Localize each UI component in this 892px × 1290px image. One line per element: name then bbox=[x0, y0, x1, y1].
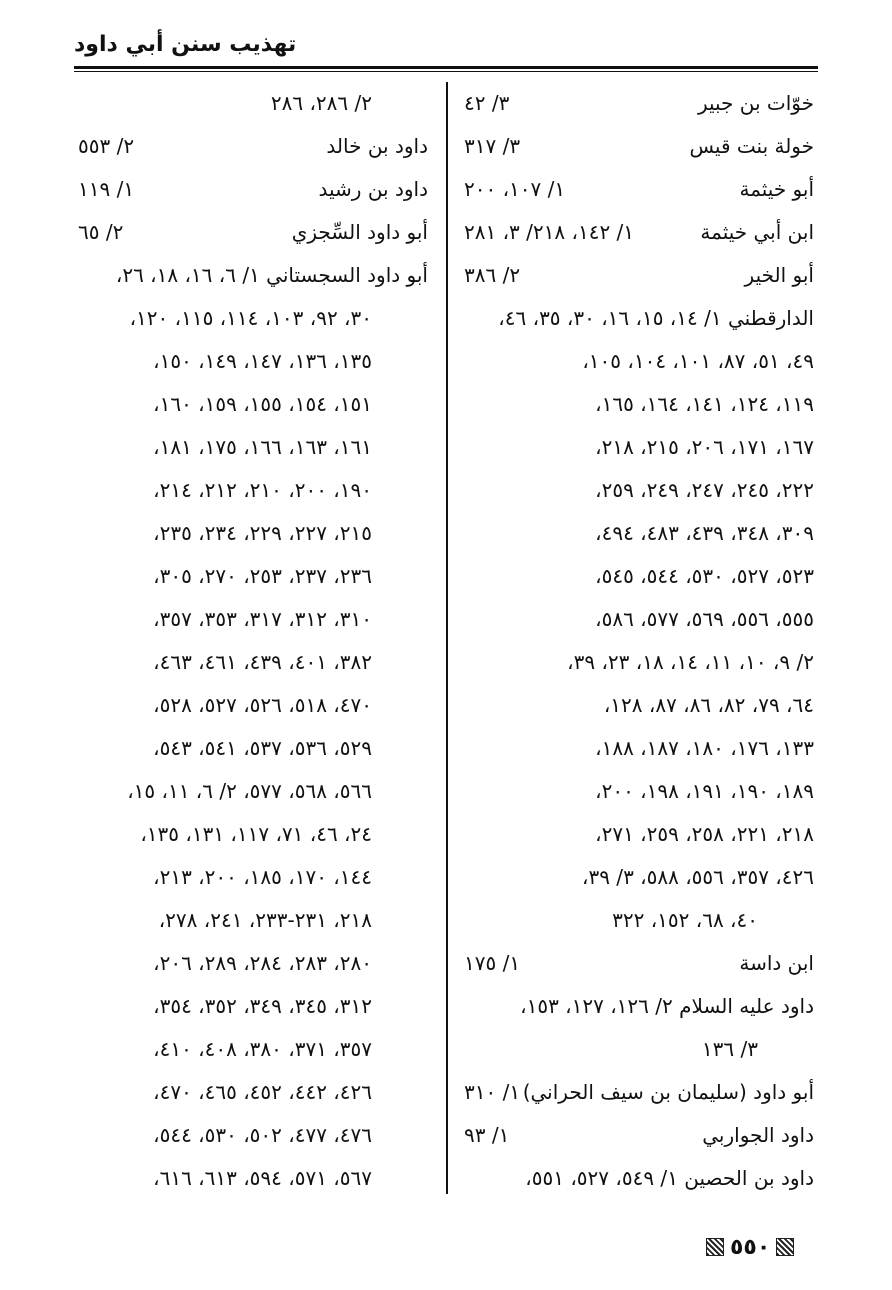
index-entry-continuation: ٤٧٦، ٤٧٧، ٥٠٢، ٥٣٠، ٥٤٤، bbox=[153, 1123, 372, 1147]
index-column-right bbox=[464, 82, 814, 1200]
index-line bbox=[78, 1114, 428, 1157]
column-divider bbox=[446, 82, 448, 1194]
index-line bbox=[464, 684, 814, 727]
index-entry-continuation: ٦٤، ٧٩، ٨٢، ٨٦، ٨٧، ١٢٨، bbox=[603, 693, 814, 717]
index-entry-continuation: ٣٠، ٩٢، ١٠٣، ١١٤، ١١٥، ١٢٠، bbox=[129, 306, 372, 330]
index-line bbox=[78, 555, 428, 598]
index-line bbox=[78, 1028, 428, 1071]
index-entry-name: أبو خيثمة bbox=[739, 177, 814, 201]
index-entry-pages: ١/ ١٧٥ bbox=[464, 951, 521, 975]
index-line bbox=[464, 426, 814, 469]
index-line bbox=[78, 1157, 428, 1200]
index-entry-continuation: ١٨٩، ١٩٠، ١٩١، ١٩٨، ٢٠٠، bbox=[595, 779, 814, 803]
index-entry-continuation: ١١٩، ١٢٤، ١٤١، ١٦٤، ١٦٥، bbox=[595, 392, 814, 416]
index-entry-text: داود عليه السلام ٢/ ١٢٦، ١٢٧، ١٥٣، bbox=[520, 994, 814, 1018]
index-entry-continuation: ١٩٠، ٢٠٠، ٢١٠، ٢١٢، ٢١٤، bbox=[153, 478, 372, 502]
index-entry-continuation: ٥٢٣، ٥٢٧، ٥٣٠، ٥٤٤، ٥٤٥، bbox=[595, 564, 814, 588]
index-entry-continuation: ١٦٧، ١٧١، ٢٠٦، ٢١٥، ٢١٨، bbox=[595, 435, 814, 459]
index-line bbox=[464, 297, 814, 340]
index-line bbox=[78, 297, 428, 340]
index-line bbox=[464, 512, 814, 555]
index-line bbox=[78, 125, 428, 168]
index-entry-continuation: ٤٢٦، ٣٥٧، ٥٥٦، ٥٨٨، ٣/ ٣٩، bbox=[582, 865, 814, 889]
index-line bbox=[464, 942, 814, 985]
index-line bbox=[464, 641, 814, 684]
index-line bbox=[464, 340, 814, 383]
index-entry-name: داود بن خالد bbox=[326, 134, 428, 158]
index-entry-continuation: ٢٢٢، ٢٤٥، ٢٤٧، ٢٤٩، ٢٥٩، bbox=[595, 478, 814, 502]
index-entry-continuation: ٢/ ٢٨٦، ٢٨٦ bbox=[270, 91, 372, 115]
index-line bbox=[464, 211, 814, 254]
index-entry-name: خولة بنت قيس bbox=[689, 134, 814, 158]
index-line bbox=[78, 383, 428, 426]
index-entry-name: خوّات بن جبير bbox=[697, 91, 814, 115]
index-entry-name: ابن أبي خيثمة bbox=[700, 220, 814, 244]
index-line bbox=[464, 856, 814, 899]
index-entry-continuation: ٣١٢، ٣٤٥، ٣٤٩، ٣٥٢، ٣٥٤، bbox=[153, 994, 372, 1018]
index-entry-continuation: ٢١٨، ٢٣١-٢٣٣، ٢٤١، ٢٧٨، bbox=[158, 908, 372, 932]
index-entry-continuation: ٣٨٢، ٤٠١، ٤٣٩، ٤٦١، ٤٦٣، bbox=[153, 650, 372, 674]
index-line bbox=[78, 985, 428, 1028]
index-entry-continuation: ٣١٠، ٣١٢، ٣١٧، ٣٥٣، ٣٥٧، bbox=[153, 607, 372, 631]
index-line bbox=[78, 813, 428, 856]
index-line bbox=[78, 1071, 428, 1114]
index-entry-continuation: ٥٥٥، ٥٥٦، ٥٦٩، ٥٧٧، ٥٨٦، bbox=[595, 607, 814, 631]
index-entry-continuation: ٢٨٠، ٢٨٣، ٢٨٤، ٢٨٩، ٢٠٦، bbox=[153, 951, 372, 975]
index-entry-continuation: ٥٦٦، ٥٦٨، ٥٧٧، ٢/ ٦، ١١، ١٥، bbox=[127, 779, 372, 803]
index-entry-continuation: ٥٦٧، ٥٧١، ٥٩٤، ٦١٣، ٦١٦، bbox=[153, 1166, 372, 1190]
index-entry-pages: ١/ ٣١٠ bbox=[464, 1080, 521, 1104]
index-line bbox=[464, 1157, 814, 1200]
index-entry-continuation: ٢١٥، ٢٢٧، ٢٢٩، ٢٣٤، ٢٣٥، bbox=[153, 521, 372, 545]
index-entry-pages: ٢/ ٦٥ bbox=[78, 220, 124, 244]
index-line bbox=[464, 985, 814, 1028]
index-entry-continuation: ٤٧٠، ٥١٨، ٥٢٦، ٥٢٧، ٥٢٨، bbox=[153, 693, 372, 717]
index-column-left bbox=[78, 82, 428, 1200]
running-title: تهذيب سنن أبي داود bbox=[74, 32, 297, 57]
page-number: ٥٥٠ bbox=[730, 1234, 771, 1260]
index-line bbox=[464, 598, 814, 641]
index-entry-pages: ١/ ٩٣ bbox=[464, 1123, 510, 1147]
index-line bbox=[78, 598, 428, 641]
index-line bbox=[464, 82, 814, 125]
index-entry-name: أبو داود السِّجزي bbox=[291, 220, 428, 244]
index-line bbox=[464, 899, 814, 942]
ornament-icon bbox=[706, 1238, 724, 1256]
index-line bbox=[464, 1071, 814, 1114]
index-entry-continuation: ٢١٨، ٢٢١، ٢٥٨، ٢٥٩، ٢٧١، bbox=[595, 822, 814, 846]
index-line bbox=[78, 684, 428, 727]
index-line bbox=[78, 899, 428, 942]
index-line bbox=[78, 512, 428, 555]
index-line bbox=[78, 340, 428, 383]
index-entry-text: أبو داود السجستاني ١/ ٦، ١٦، ١٨، ٢٦، bbox=[115, 263, 428, 287]
index-line bbox=[464, 813, 814, 856]
index-entry-continuation: ١٤٤، ١٧٠، ١٨٥، ٢٠٠، ٢١٣، bbox=[153, 865, 372, 889]
index-line bbox=[78, 211, 428, 254]
index-line bbox=[78, 770, 428, 813]
index-entry-continuation: ٢٤، ٤٦، ٧١، ١١٧، ١٣١، ١٣٥، bbox=[140, 822, 372, 846]
index-entry-continuation: ١٥١، ١٥٤، ١٥٥، ١٥٩، ١٦٠، bbox=[153, 392, 372, 416]
index-line bbox=[464, 727, 814, 770]
index-entry-name: داود بن رشيد bbox=[318, 177, 428, 201]
index-entry-pages: ٣/ ٣١٧ bbox=[464, 134, 521, 158]
index-entry-continuation: ٤٠، ٦٨، ١٥٢، ٣٢٢ bbox=[612, 908, 758, 932]
index-line bbox=[78, 856, 428, 899]
index-line bbox=[464, 469, 814, 512]
index-line bbox=[464, 1114, 814, 1157]
index-entry-continuation: ١٣٣، ١٧٦، ١٨٠، ١٨٧، ١٨٨، bbox=[595, 736, 814, 760]
page-header bbox=[74, 28, 818, 68]
index-entry-name: أبو الخير bbox=[744, 263, 814, 287]
index-entry-text: الدارقطني ١/ ١٤، ١٥، ١٦، ٣٠، ٣٥، ٤٦، bbox=[498, 306, 814, 330]
index-entry-continuation: ٢/ ٩، ١٠، ١١، ١٤، ١٨، ٢٣، ٣٩، bbox=[567, 650, 814, 674]
index-entry-pages: ١/ ١٠٧، ٢٠٠ bbox=[464, 177, 566, 201]
index-entry-pages: ١/ ١١٩ bbox=[78, 177, 135, 201]
index-entry-pages: ٢/ ٥٥٣ bbox=[78, 134, 135, 158]
index-entry-name: ابن داسة bbox=[739, 951, 814, 975]
index-line bbox=[464, 383, 814, 426]
index-entry-continuation: ٣٠٩، ٣٤٨، ٤٣٩، ٤٨٣، ٤٩٤، bbox=[595, 521, 814, 545]
index-line bbox=[464, 125, 814, 168]
header-rule-thick bbox=[74, 66, 818, 69]
header-rule-thin bbox=[74, 71, 818, 72]
index-entry-pages: ٢/ ٣٨٦ bbox=[464, 263, 521, 287]
index-entry-continuation: ٣٥٧، ٣٧١، ٣٨٠، ٤٠٨، ٤١٠، bbox=[153, 1037, 372, 1061]
index-entry-continuation: ١٣٥، ١٣٦، ١٤٧، ١٤٩، ١٥٠، bbox=[153, 349, 372, 373]
index-entry-pages: ١/ ١٤٢، ٢١٨/ ٣، ٢٨١ bbox=[464, 220, 635, 244]
index-entry-continuation: ١٦١، ١٦٣، ١٦٦، ١٧٥، ١٨١، bbox=[153, 435, 372, 459]
index-entry-text: داود بن الحصين ١/ ٥٤٩، ٥٢٧، ٥٥١، bbox=[525, 1166, 814, 1190]
page-footer bbox=[706, 1234, 794, 1260]
index-entry-continuation: ٢٣٦، ٢٣٧، ٢٥٣، ٢٧٠، ٣٠٥، bbox=[153, 564, 372, 588]
index-line bbox=[78, 641, 428, 684]
index-line bbox=[464, 1028, 814, 1071]
index-line bbox=[464, 770, 814, 813]
index-line bbox=[78, 469, 428, 512]
index-entry-continuation: ٣/ ١٣٦ bbox=[701, 1037, 758, 1061]
index-entry-continuation: ٤٩، ٥١، ٨٧، ١٠١، ١٠٤، ١٠٥، bbox=[582, 349, 814, 373]
index-line bbox=[464, 168, 814, 211]
index-line bbox=[78, 942, 428, 985]
index-line bbox=[464, 254, 814, 297]
index-line bbox=[78, 426, 428, 469]
index-entry-continuation: ٥٢٩، ٥٣٦، ٥٣٧، ٥٤١، ٥٤٣، bbox=[153, 736, 372, 760]
index-line bbox=[78, 254, 428, 297]
index-entry-name: داود الجواربي bbox=[702, 1123, 814, 1147]
index-entry-continuation: ٤٢٦، ٤٤٢، ٤٥٢، ٤٦٥، ٤٧٠، bbox=[153, 1080, 372, 1104]
index-line bbox=[78, 727, 428, 770]
index-line bbox=[464, 555, 814, 598]
index-entry-name: أبو داود (سليمان بن سيف الحراني) bbox=[522, 1080, 814, 1104]
index-entry-pages: ٣/ ٤٢ bbox=[464, 91, 510, 115]
ornament-icon bbox=[776, 1238, 794, 1256]
index-line bbox=[78, 82, 428, 125]
index-line bbox=[78, 168, 428, 211]
